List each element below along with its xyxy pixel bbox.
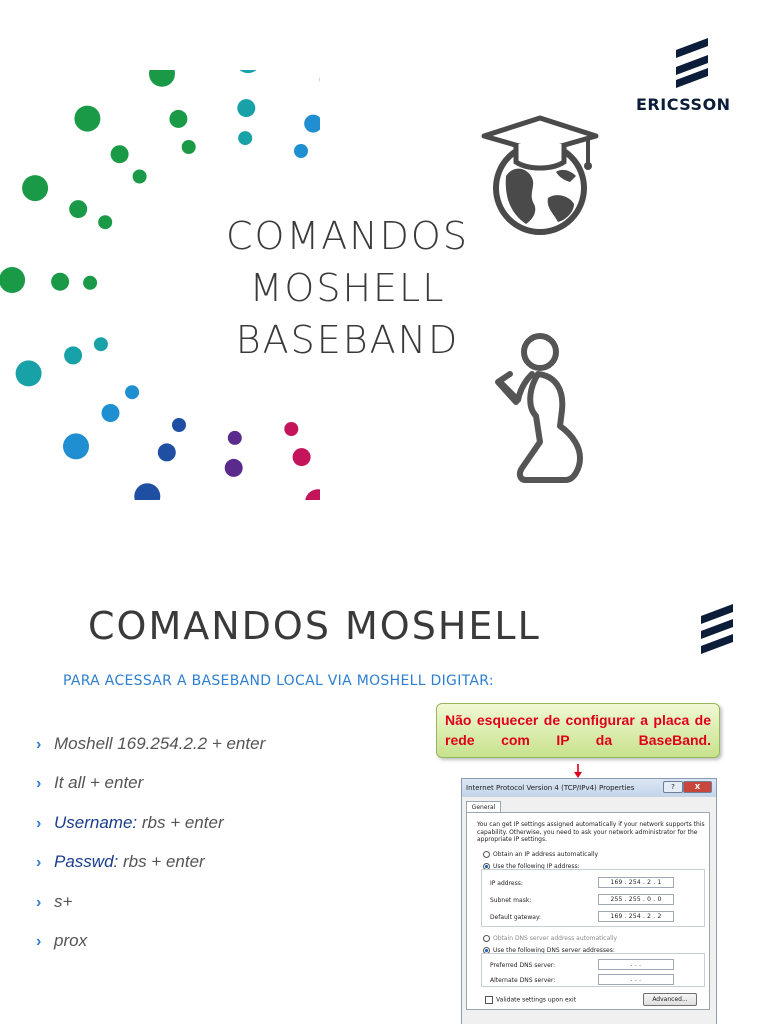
radio-icon — [483, 935, 490, 942]
decor-dot — [304, 115, 320, 133]
advanced-button[interactable]: Advanced... — [643, 993, 697, 1006]
decor-dot — [149, 70, 175, 87]
checkbox-icon — [485, 996, 493, 1004]
chevron-right-icon: › — [36, 893, 42, 911]
decor-dot — [228, 431, 242, 445]
chevron-right-icon: › — [36, 775, 42, 793]
decor-dot — [158, 443, 176, 461]
list-item: › Moshell 169.254.2.2 + enter — [36, 734, 266, 753]
decor-dot — [63, 433, 89, 459]
list-item: › Passwd: rbs + enter — [36, 852, 205, 872]
dns-settings-group — [481, 953, 705, 987]
decor-dot — [294, 144, 308, 158]
alternate-dns-label: Alternate DNS server: — [490, 977, 556, 984]
list-item: › Username: rbs + enter — [36, 812, 224, 832]
brand-name: ERICSSON — [636, 95, 731, 114]
list-item: › s+ — [36, 891, 73, 911]
dialog-titlebar — [462, 779, 716, 797]
decor-dot — [182, 140, 196, 154]
decor-dot — [0, 267, 25, 293]
decor-dot — [238, 131, 252, 145]
preferred-dns-input[interactable]: . . . — [598, 959, 674, 970]
decor-dot — [64, 346, 82, 364]
reminder-callout: Não esquecer de configurar a placa de rede com IP da BaseBand. — [436, 703, 720, 758]
chevron-right-icon: › — [36, 736, 42, 753]
subnet-mask-input[interactable]: 255 . 255 . 0 . 0 — [598, 894, 674, 905]
kneeling-person-icon — [492, 330, 588, 488]
list-item: › It all + enter — [36, 773, 144, 793]
title-line-2: MOSHELL — [249, 266, 446, 310]
chevron-right-icon: › — [36, 814, 42, 832]
arrow-down-icon — [573, 764, 583, 778]
decor-dot — [133, 170, 147, 184]
decor-dot — [172, 418, 186, 432]
decor-dot — [98, 215, 112, 229]
decor-dot — [111, 145, 129, 163]
decor-dot — [134, 483, 160, 500]
general-panel — [466, 812, 710, 1010]
alternate-dns-input[interactable]: . . . — [598, 974, 674, 985]
decor-dot — [293, 448, 311, 466]
decor-dot — [16, 360, 42, 386]
slide-subtitle: PARA ACESSAR A BASEBAND LOCAL VIA MOSHELL DIGITAR: — [63, 673, 494, 689]
decor-dot — [94, 337, 108, 351]
decor-dot — [22, 175, 48, 201]
title-line-1: COMANDOS — [226, 214, 469, 258]
decor-dot — [237, 99, 255, 117]
ericsson-logo-icon — [697, 604, 737, 654]
slide-title — [190, 210, 505, 366]
list-item: › prox — [36, 930, 88, 950]
default-gateway-label: Default gateway: — [490, 914, 542, 921]
ericsson-logo-icon — [670, 36, 714, 90]
decor-dot — [225, 459, 243, 477]
tab-general[interactable]: General — [466, 801, 501, 813]
radio-obtain-ip-auto[interactable]: Obtain an IP address automatically — [483, 851, 598, 858]
radio-use-ip[interactable]: Use the following IP address: — [483, 863, 580, 870]
chevron-right-icon: › — [36, 854, 42, 872]
default-gateway-input[interactable]: 169 . 254 . 2 . 2 — [598, 911, 674, 922]
ip-address-input[interactable]: 169 . 254 . 2 . 1 — [598, 877, 674, 888]
decor-dot — [69, 200, 87, 218]
graduation-globe-icon — [478, 112, 602, 236]
help-button[interactable]: ? — [663, 781, 683, 793]
dialog-description: You can get IP settings assigned automatically if your network supports this capability. Otherwise, you need to ask your network administrator for the appropriate IP settings. — [477, 821, 705, 843]
decor-dot — [305, 489, 320, 500]
radio-use-dns[interactable]: Use the following DNS server addresses: — [483, 947, 615, 954]
radio-icon — [483, 851, 490, 858]
ip-address-label: IP address: — [490, 880, 523, 887]
subnet-mask-label: Subnet mask: — [490, 897, 532, 904]
decor-dot — [284, 422, 298, 436]
preferred-dns-label: Preferred DNS server: — [490, 962, 556, 969]
decor-dot — [51, 273, 69, 291]
decor-dot — [235, 70, 261, 73]
validate-settings-checkbox[interactable]: Validate settings upon exit — [485, 996, 576, 1004]
decor-dot — [102, 404, 120, 422]
decor-dot — [125, 385, 139, 399]
dialog-title: Internet Protocol Version 4 (TCP/IPv4) Properties — [466, 784, 635, 792]
decor-dot — [169, 110, 187, 128]
decor-dot — [74, 106, 100, 132]
radio-obtain-dns-auto[interactable]: Obtain DNS server address automatically — [483, 935, 617, 942]
content-slide — [0, 512, 768, 1024]
command-list — [36, 734, 265, 970]
chevron-right-icon: › — [36, 932, 42, 950]
slide-title: COMANDOS MOSHELL — [88, 604, 541, 648]
ip-settings-group — [481, 869, 705, 927]
title-line-3: BASEBAND — [235, 318, 460, 362]
decor-dot — [83, 276, 97, 290]
ipv4-properties-dialog — [461, 778, 717, 1024]
close-button[interactable]: X — [683, 781, 712, 793]
